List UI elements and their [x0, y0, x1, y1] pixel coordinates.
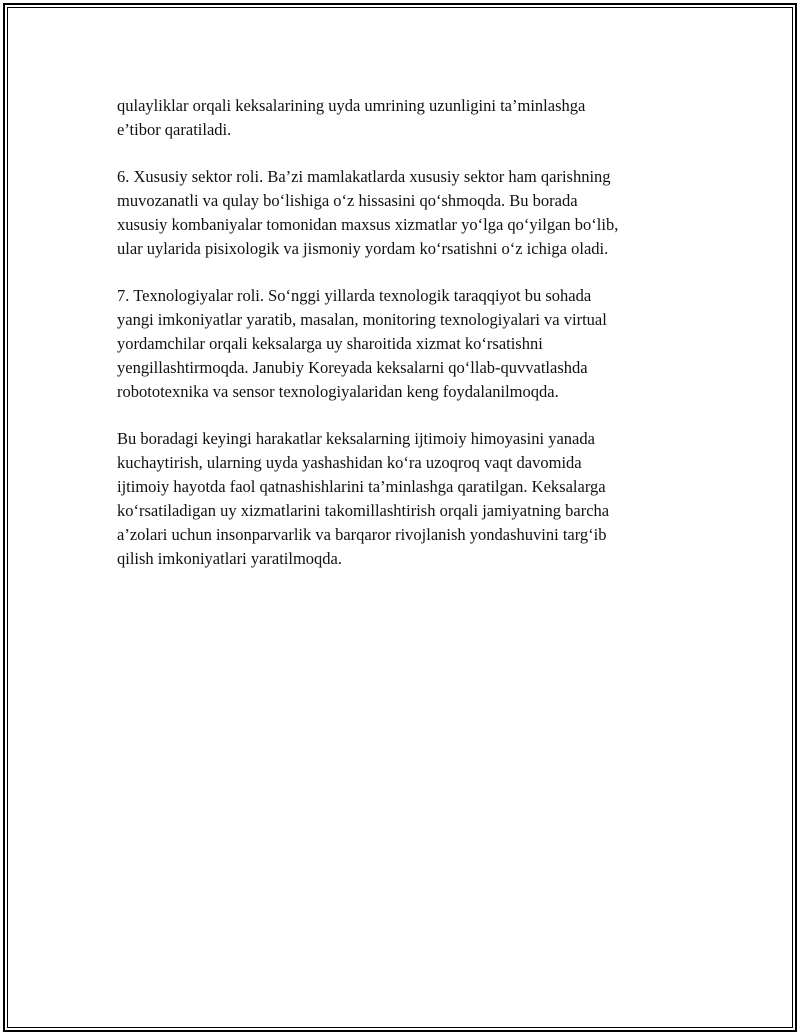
text-line: kuchaytirish, ularning uyda yashashidan ko‘ra uzoqroq vaqt davomida: [117, 453, 582, 472]
text-line: qilish imkoniyatlari yaratilmoqda.: [117, 549, 342, 568]
text-line: ijtimoiy hayotda faol qatnashishlarini ta’minlashga qaratilgan. Keksalarga: [117, 477, 606, 496]
text-line: yordamchilar orqali keksalarga uy sharoitida xizmat ko‘rsatishni: [117, 334, 543, 353]
text-line: Bu boradagi keyingi harakatlar keksalarning ijtimoiy himoyasini yanada: [117, 429, 595, 448]
text-line: ular uylarida pisixologik va jismoniy yordam ko‘rsatishni o‘z ichiga oladi.: [117, 239, 609, 258]
text-line: yangi imkoniyatlar yaratib, masalan, monitoring texnologiyalari va virtual: [117, 310, 607, 329]
paragraph-technology: [117, 284, 677, 404]
text-line: 6. Xususiy sektor roli. Ba’zi mamlakatlarda xususiy sektor ham qarishning: [117, 167, 611, 186]
document-body: [117, 94, 677, 594]
text-line: xususiy kombaniyalar tomonidan maxsus xizmatlar yo‘lga qo‘yilgan bo‘lib,: [117, 215, 619, 234]
text-line: qulayliklar orqali keksalarining uyda umrining uzunligini ta’minlashga: [117, 96, 586, 115]
text-line: a’zolari uchun insonparvarlik va barqaror rivojlanish yondashuvini targ‘ib: [117, 525, 607, 544]
text-line: e’tibor qaratiladi.: [117, 120, 232, 139]
text-line: robototexnika va sensor texnologiyalaridan keng foydalanilmoqda.: [117, 382, 559, 401]
paragraph-conclusion: [117, 427, 677, 571]
paragraph-continuation: [117, 94, 677, 142]
text-line: yengillashtirmoqda. Janubiy Koreyada keksalarni qo‘llab-quvvatlashda: [117, 358, 588, 377]
text-line: ko‘rsatiladigan uy xizmatlarini takomillashtirish orqali jamiyatning barcha: [117, 501, 610, 520]
text-line: 7. Texnologiyalar roli. So‘nggi yillarda texnologik taraqqiyot bu sohada: [117, 286, 592, 305]
paragraph-private-sector: [117, 165, 677, 261]
text-line: muvozanatli va qulay bo‘lishiga o‘z hissasini qo‘shmoqda. Bu borada: [117, 191, 578, 210]
